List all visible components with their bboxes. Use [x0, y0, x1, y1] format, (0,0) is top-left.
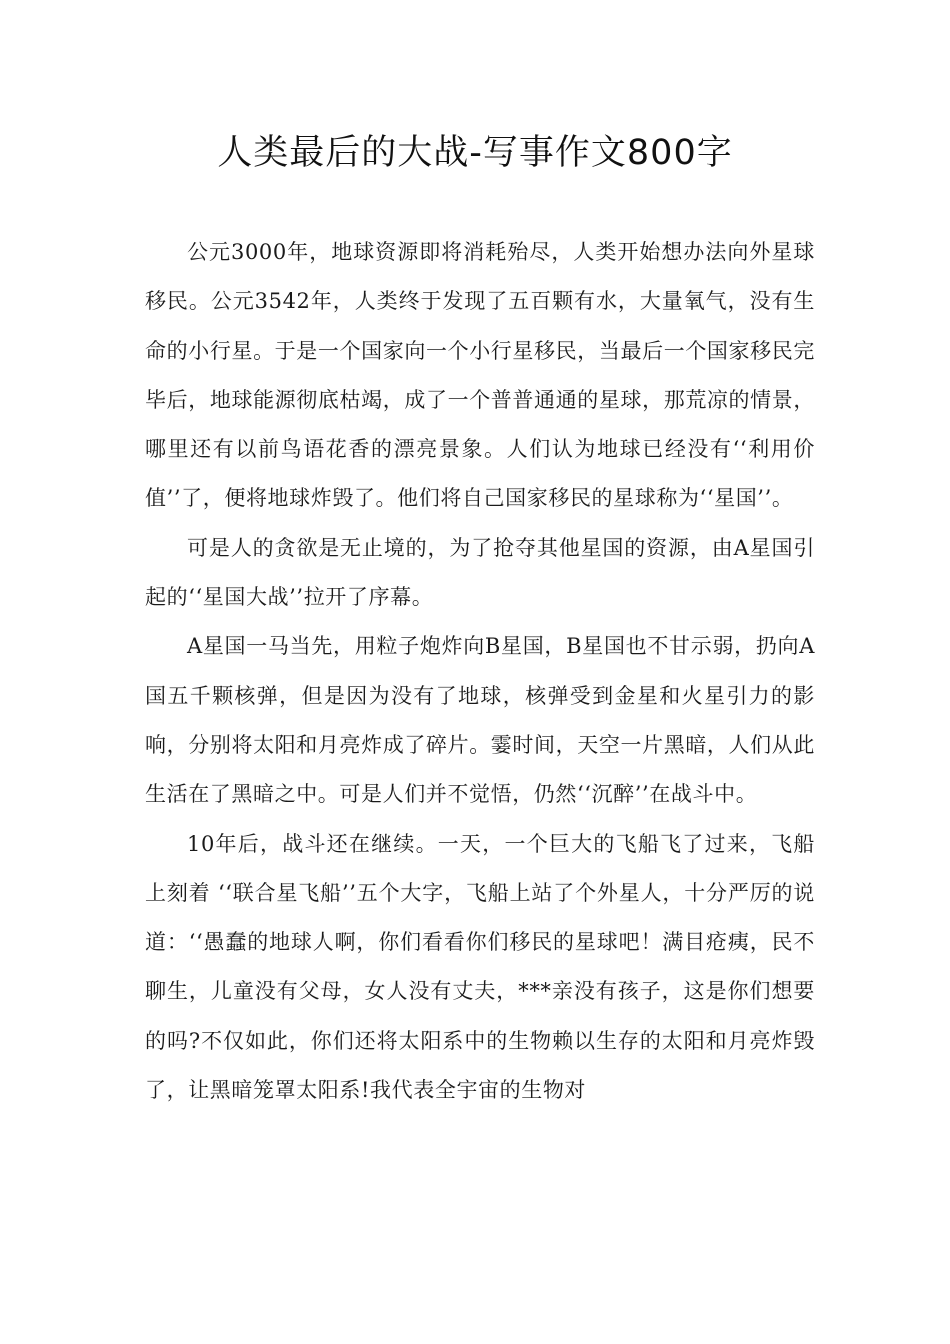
paragraph-4: 10年后，战斗还在继续。一天，一个巨大的飞船飞了过来，飞船上刻着 ‘‘联合星飞船’’五个大字，飞船上站了个外星人，十分严厉的说道：‘‘愚蠢的地球人啊，你们看看你们移民的星球吧！满目疮痍，民不聊生，儿童没有父母，女人没有丈夫，***亲没有孩子，这是你们想要的吗?不仅如此，你们还将太阳系中的生物赖以生存的太阳和月亮炸毁了，让黑暗笼罩太阳系!我代表全宇宙的生物对 [145, 831, 815, 1103]
paragraph-1: 公元3000年，地球资源即将消耗殆尽，人类开始想办法向外星球移民。公元3542年，人类终于发现了五百颗有水，大量氧气，没有生命的小行星。于是一个国家向一个小行星移民，当最后一个国家移民完毕后，地球能源彻底枯竭，成了一个普普通通的星球，那荒凉的情景，哪里还有以前鸟语花香的漂亮景象。人们认为地球已经没有‘‘利用价值’’了，便将地球炸毁了。他们将自己国家移民的星球称为‘‘星国’’。 [145, 240, 815, 511]
document-title: 人类最后的大战-写事作文800字 [217, 133, 733, 173]
paragraph-2: 可是人的贪欲是无止境的，为了抢夺其他星国的资源，由A星国引起的‘‘星国大战’’拉开了序幕。 [145, 535, 815, 610]
document-body [145, 228, 815, 1115]
paragraph-3: A星国一马当先，用粒子炮炸向B星国，B星国也不甘示弱，扔向A国五千颗核弹，但是因为没有了地球，核弹受到金星和火星引力的影响，分别将太阳和月亮炸成了碎片。霎时间，天空一片黑暗，人们从此生活在了黑暗之中。可是人们并不觉悟，仍然‘‘沉醉’’在战斗中。 [145, 634, 815, 807]
